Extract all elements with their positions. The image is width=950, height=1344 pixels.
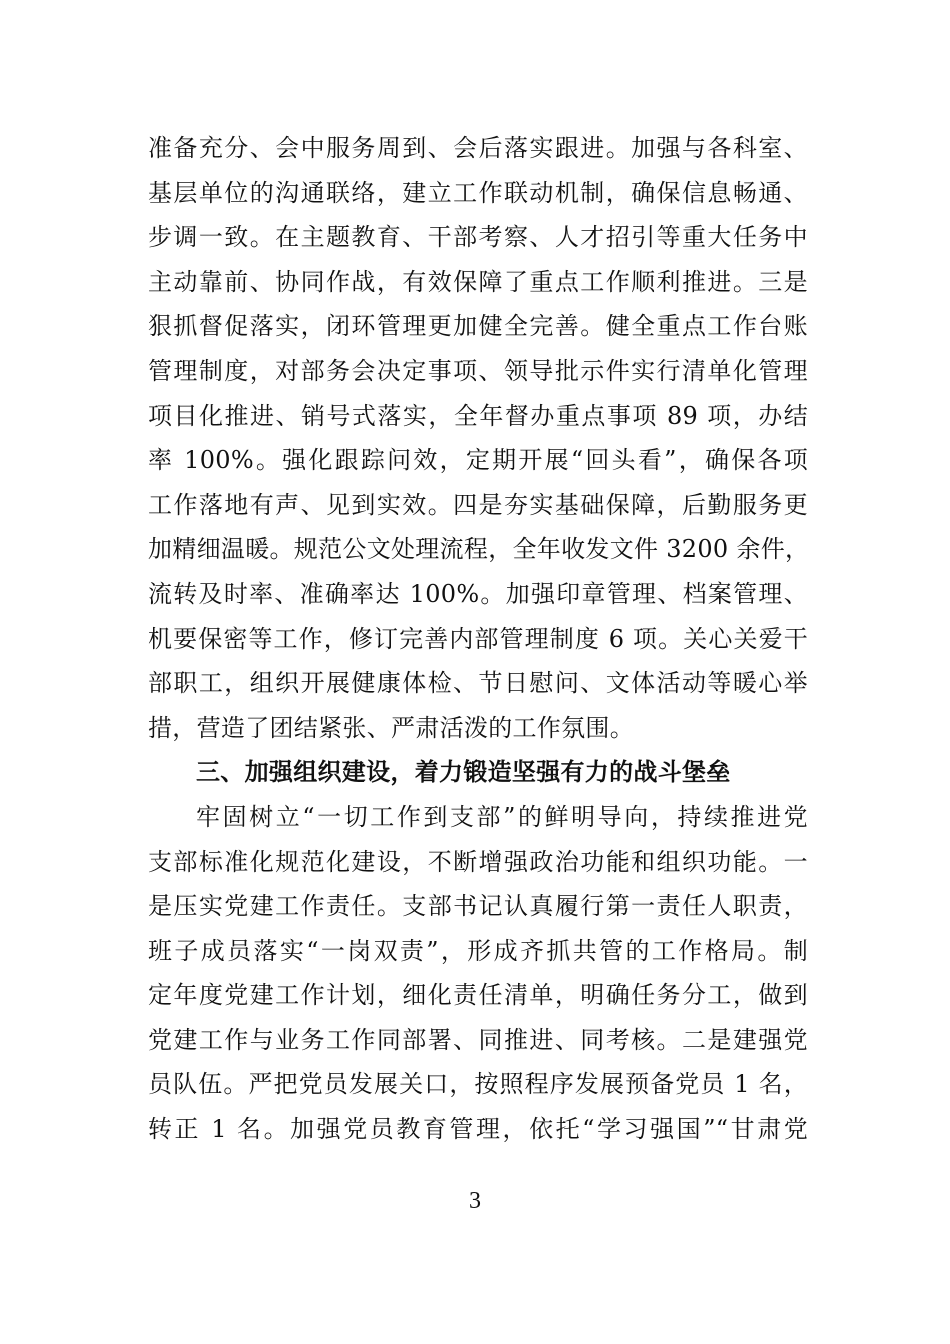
text-line: 流转及时率、准确率达 100%。加强印章管理、档案管理、 <box>148 579 808 608</box>
text-line: 主动靠前、协同作战，有效保障了重点工作顺利推进。三是 <box>148 267 808 296</box>
text-line: 支部标准化规范化建设，不断增强政治功能和组织功能。一 <box>148 847 808 876</box>
section-heading: 三、加强组织建设，着力锻造坚强有力的战斗堡垒 <box>196 758 731 787</box>
text-line: 牢固树立“一切工作到支部”的鲜明导向，持续推进党 <box>196 802 808 831</box>
text-line: 加精细温暖。规范公文处理流程，全年收发文件 3200 余件， <box>148 535 810 564</box>
text-line: 转正 1 名。加强党员教育管理，依托“学习强国”“甘肃党 <box>148 1115 808 1144</box>
text-line: 党建工作与业务工作同部署、同推进、同考核。二是建强党 <box>148 1025 808 1054</box>
text-line: 是压实党建工作责任。支部书记认真履行第一责任人职责， <box>148 892 808 921</box>
text-line: 措，营造了团结紧张、严肃活泼的工作氛围。 <box>148 713 634 742</box>
text-line: 项目化推进、销号式落实，全年督办重点事项 89 项，办结 <box>148 401 808 430</box>
text-line: 机要保密等工作，修订完善内部管理制度 6 项。关心关爱干 <box>148 624 808 653</box>
text-line: 基层单位的沟通联络，建立工作联动机制，确保信息畅通、 <box>148 178 808 207</box>
text-line: 员队伍。严把党员发展关口，按照程序发展预备党员 1 名， <box>148 1070 808 1099</box>
text-line: 班子成员落实“一岗双责”，形成齐抓共管的工作格局。制 <box>148 936 808 965</box>
document-body <box>148 126 808 1152</box>
paragraph-2 <box>148 795 808 1152</box>
text-line: 步调一致。在主题教育、干部考察、人才招引等重大任务中 <box>148 223 808 252</box>
text-line: 狠抓督促落实，闭环管理更加健全完善。健全重点工作台账 <box>148 312 808 341</box>
text-line: 管理制度，对部务会决定事项、领导批示件实行清单化管理 <box>148 356 808 385</box>
text-line: 定年度党建工作计划，细化责任清单，明确任务分工，做到 <box>148 981 808 1010</box>
paragraph-1 <box>148 126 808 750</box>
text-line: 率 100%。强化跟踪问效，定期开展“回头看”，确保各项 <box>148 446 808 475</box>
text-line: 工作落地有声、见到实效。四是夯实基础保障，后勤服务更 <box>148 490 808 519</box>
text-line: 部职工，组织开展健康体检、节日慰问、文体活动等暖心举 <box>148 669 808 698</box>
text-line: 准备充分、会中服务周到、会后落实跟进。加强与各科室、 <box>148 134 808 162</box>
page-number: 3 <box>469 1188 481 1214</box>
